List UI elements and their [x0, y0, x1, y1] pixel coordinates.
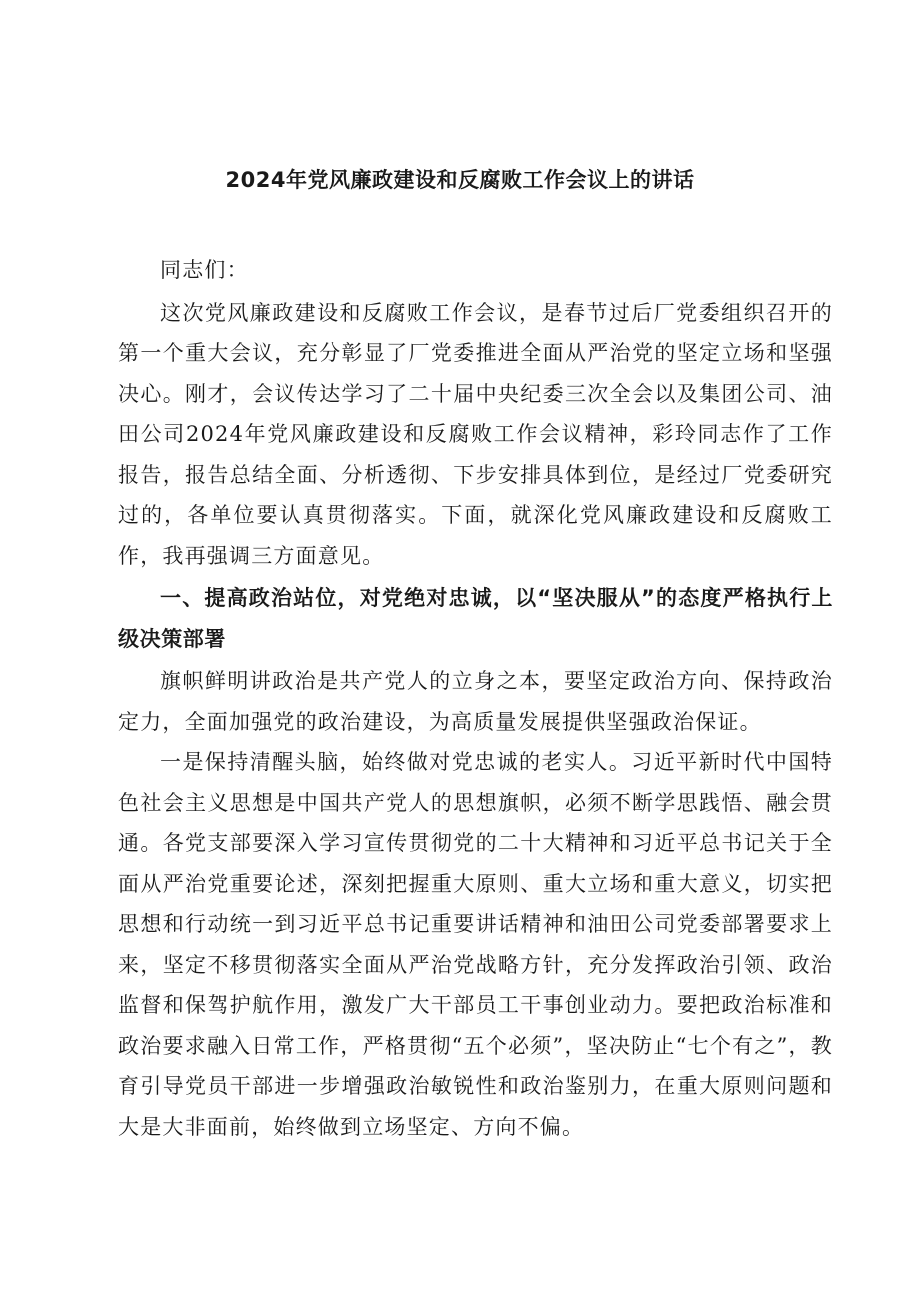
document-title: 2024年党风廉政建设和反腐败工作会议上的讲话: [225, 168, 695, 192]
section-1-paragraph-2: 一是保持清醒头脑，始终做对党忠诚的老实人。习近平新时代中国特色社会主义思想是中国共产党人的思想旗帜，必须不断学思践悟、融会贯通。各党支部要深入学习宣传贯彻党的二十大精神和习近平总书记关于全面从严治党重要论述，深刻把握重大原则、重大立场和重大意义，切实把思想和行动统一到习近平总书记重要讲话精神和油田公司党委部署要求上来，坚定不移贯彻落实全面从严治党战略方针，充分发挥政治引领、政治监督和保驾护航作用，激发广大干部员工干事创业动力。要把政治标准和政治要求融入日常工作，严格贯彻“五个必须”，坚决防止“七个有之”，教育引导党员干部进一步增强政治敏锐性和政治鉴别力，在重大原则问题和大是大非面前，始终做到立场坚定、方向不偏。: [118, 750, 833, 1139]
intro-paragraph: 这次党风廉政建设和反腐败工作会议，是春节过后厂党委组织召开的第一个重大会议，充分彰显了厂党委推进全面从严治党的坚定立场和坚强决心。刚才，会议传达学习了二十届中央纪委三次全会以及集团公司、油田公司2024年党风廉政建设和反腐败工作会议精神，彩玲同志作了工作报告，报告总结全面、分析透彻、下步安排具体到位，是经过厂党委研究过的，各单位要认真贯彻落实。下面，就深化党风廉政建设和反腐败工作，我再强调三方面意见。: [118, 300, 833, 568]
section-1-heading: 一、提高政治站位，对党绝对忠诚，以“坚决服从”的态度严格执行上级决策部署: [118, 586, 833, 651]
section-1-paragraph-1: 旗帜鲜明讲政治是共产党人的立身之本，要坚定政治方向、保持政治定力，全面加强党的政治建设，为高质量发展提供坚强政治保证。: [118, 669, 833, 734]
salutation: 同志们：: [160, 258, 249, 282]
document-body: [118, 250, 833, 1147]
